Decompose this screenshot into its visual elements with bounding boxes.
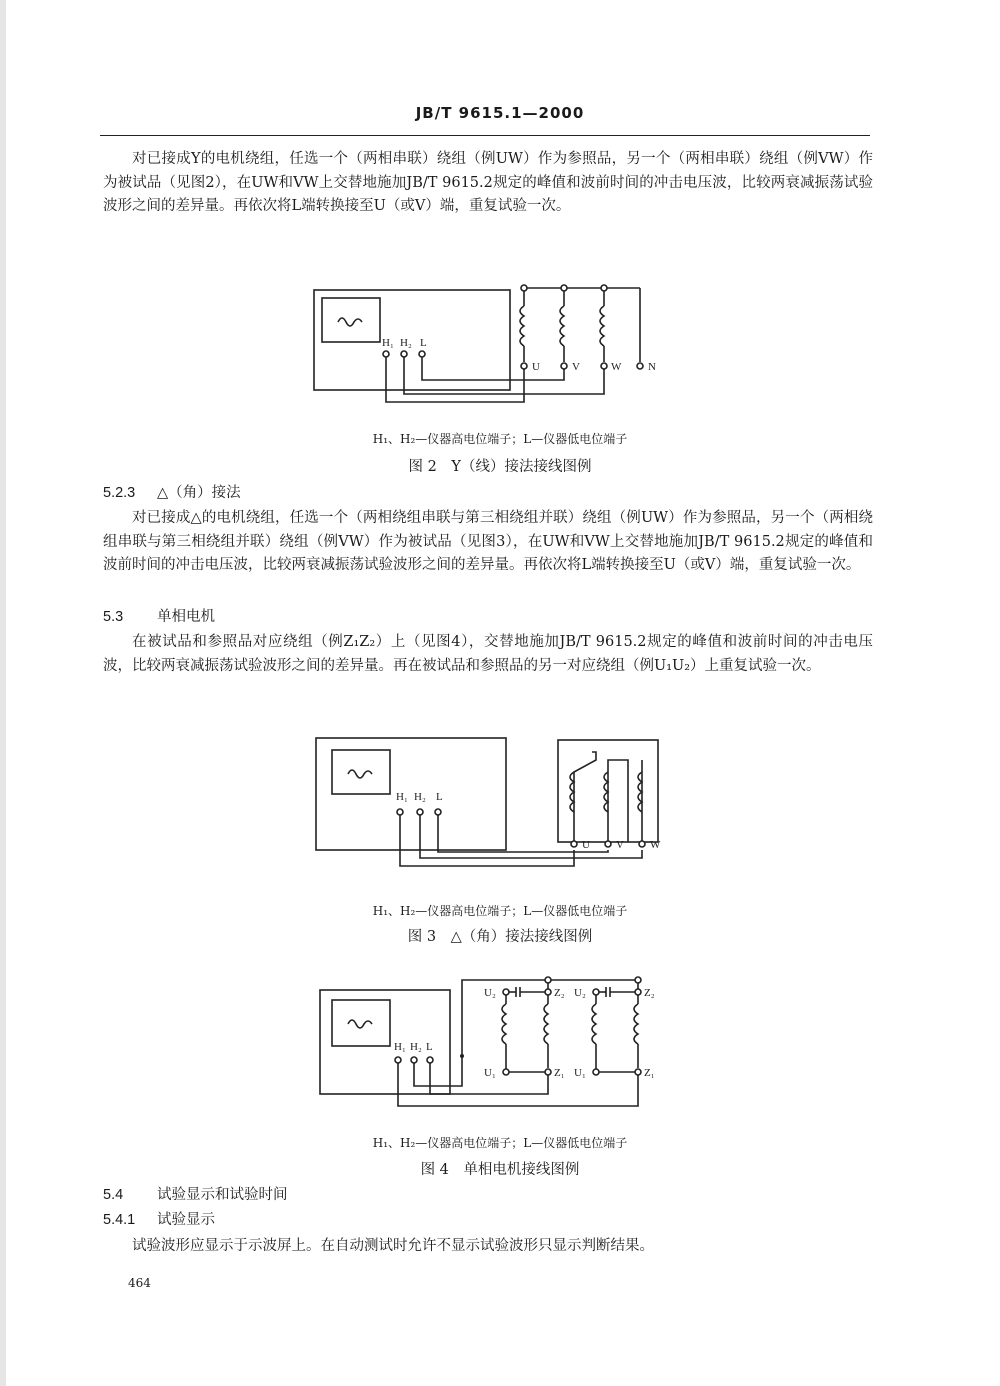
figure-2-legend: H₁、H₂—仪器高电位端子；L—仪器低电位端子 (372, 432, 628, 446)
standard-code-header: JB/T 9615.1—2000 (415, 104, 585, 122)
paragraph-delta-connection: 对已接成△的电机绕组，任选一个（两相绕组串联与第三相绕组并联）绕组（例UW）作为参照品，另一个（两相绕组串联与第三相绕组并联）绕组（例VW）作为被试品（见图3），在UW和VW上交替地施加JB/T 9615.2规定的峰值和波前时间的冲击电压波，比较两衰减振荡试验波形之间的差异量。再依次将L端转换接至U（或V）端，重复试验一次。 (103, 510, 873, 573)
fig2-l-label: L (420, 337, 427, 349)
fig4-mark-dot (461, 1055, 463, 1057)
fig4-u1-right-label: U₁ (574, 1067, 586, 1079)
fig4-winding-pair-right (592, 977, 641, 1075)
figure-4-diagram (312, 968, 682, 1116)
fig4-u2-left-label: U₂ (484, 987, 496, 999)
section-title: 试验显示 (157, 1212, 215, 1228)
fig4-u1-left-label: U₁ (484, 1067, 496, 1079)
fig2-h2-terminal (401, 351, 407, 357)
fig4-l-label: L (426, 1041, 433, 1053)
figure-3-legend: H₁、H₂—仪器高电位端子；L—仪器低电位端子 (372, 904, 628, 918)
fig2-h2-label: H₂ (400, 337, 412, 349)
paragraph-test-display: 试验波形应显示于示波屏上。在自动测试时允许不显示试验波形只显示判断结果。 (132, 1238, 654, 1254)
fig2-wire-l (422, 357, 564, 380)
fig4-z1-left-label: Z₁ (554, 1067, 565, 1079)
section-5-2-3-heading (103, 482, 241, 504)
fig4-l-terminal (427, 1057, 433, 1063)
fig4-h1-label: H₁ (394, 1041, 406, 1053)
paragraph-y-connection: 对已接成Y的电机绕组，任选一个（两相串联）绕组（例UW）作为参照品，另一个（两相串联）绕组（例VW）作为被试品（见图2），在UW和VW上交替地施加JB/T 9615.2规定的峰值和波前时间的冲击电压波，比较两衰减振荡试验波形之间的差异量。再依次将L端转换接至U（或V）端，重复试验一次。 (103, 151, 873, 214)
section-title: 单相电机 (157, 609, 215, 625)
figure-2-diagram (300, 278, 680, 418)
fig2-h1-label: H₁ (382, 337, 394, 349)
fig3-l-terminal (435, 809, 441, 815)
oscilloscope-screen (332, 750, 390, 794)
section-5-4-1-heading (103, 1209, 215, 1231)
fig3-h1-terminal (397, 809, 403, 815)
fig4-wire-h1 (398, 1063, 638, 1106)
waveform-icon (348, 770, 372, 778)
waveform-icon (348, 1020, 372, 1028)
fig3-w-label: W (650, 839, 661, 851)
fig4-z2-left-label: Z₂ (554, 987, 565, 999)
section-number: 5.4 (103, 1187, 124, 1203)
fig2-n-label: N (648, 361, 656, 373)
figure-2-caption: 图 2 Y（线）接法接线图例 (408, 459, 592, 475)
fig3-h2-terminal (417, 809, 423, 815)
fig2-n-terminal (637, 363, 643, 369)
fig3-h2-label: H₂ (414, 791, 426, 803)
fig4-wire-h2 (414, 980, 638, 1086)
fig4-z1-right-label: Z₁ (644, 1067, 655, 1079)
page-number: 464 (128, 1276, 151, 1290)
fig3-w-terminal (639, 841, 645, 847)
section-number: 5.4.1 (103, 1212, 136, 1228)
fig4-h2-terminal (411, 1057, 417, 1063)
fig3-coil-3 (638, 760, 642, 842)
section-5-3-heading (103, 606, 215, 628)
oscilloscope-screen (332, 1000, 390, 1046)
paragraph-single-phase: 在被试品和参照品对应绕组（例Z₁Z₂）上（见图4），交替地施加JB/T 9615.2规定的峰值和波前时间的冲击电压波，比较两衰减振荡试验波形之间的差异量。再在被试品和参照品的另一对应绕组（例U₁U₂）上重复试验一次。 (103, 634, 873, 674)
figure-3-diagram (310, 732, 680, 872)
fig3-u-label: U (582, 839, 590, 851)
figure-4-caption: 图 4 单相电机接线图例 (420, 1162, 580, 1178)
fig2-h1-terminal (383, 351, 389, 357)
fig4-h1-terminal (395, 1057, 401, 1063)
fig4-z2-right-label: Z₂ (644, 987, 655, 999)
section-title: △（角）接法 (157, 485, 241, 501)
instrument-box (314, 290, 510, 390)
fig2-w-label: W (611, 361, 622, 373)
fig2-coil-u (520, 285, 527, 369)
fig3-u-terminal (571, 841, 577, 847)
figure-3-caption: 图 3 △（角）接法接线图例 (407, 929, 593, 945)
section-number: 5.2.3 (103, 485, 136, 501)
fig3-l-label: L (436, 791, 443, 803)
fig3-coil-1 (570, 752, 596, 842)
fig4-u2-right-label: U₂ (574, 987, 586, 999)
fig2-l-terminal (419, 351, 425, 357)
oscilloscope-screen (322, 298, 380, 342)
section-5-4-heading (103, 1184, 288, 1206)
fig4-winding-pair-left (502, 977, 551, 1075)
fig2-coil-v (560, 285, 567, 369)
waveform-icon (338, 318, 362, 326)
fig2-u-label: U (532, 361, 540, 373)
fig4-h2-label: H₂ (410, 1041, 422, 1053)
section-number: 5.3 (103, 609, 124, 625)
header-rule (100, 135, 870, 136)
section-title: 试验显示和试验时间 (157, 1187, 288, 1203)
fig2-v-label: V (572, 361, 580, 373)
fig3-v-label: V (616, 839, 624, 851)
figure-4-legend: H₁、H₂—仪器高电位端子；L—仪器低电位端子 (372, 1136, 628, 1150)
fig3-v-terminal (605, 841, 611, 847)
fig3-h1-label: H₁ (396, 791, 408, 803)
fig3-coil-2 (604, 760, 628, 842)
fig2-coil-w (600, 285, 607, 369)
